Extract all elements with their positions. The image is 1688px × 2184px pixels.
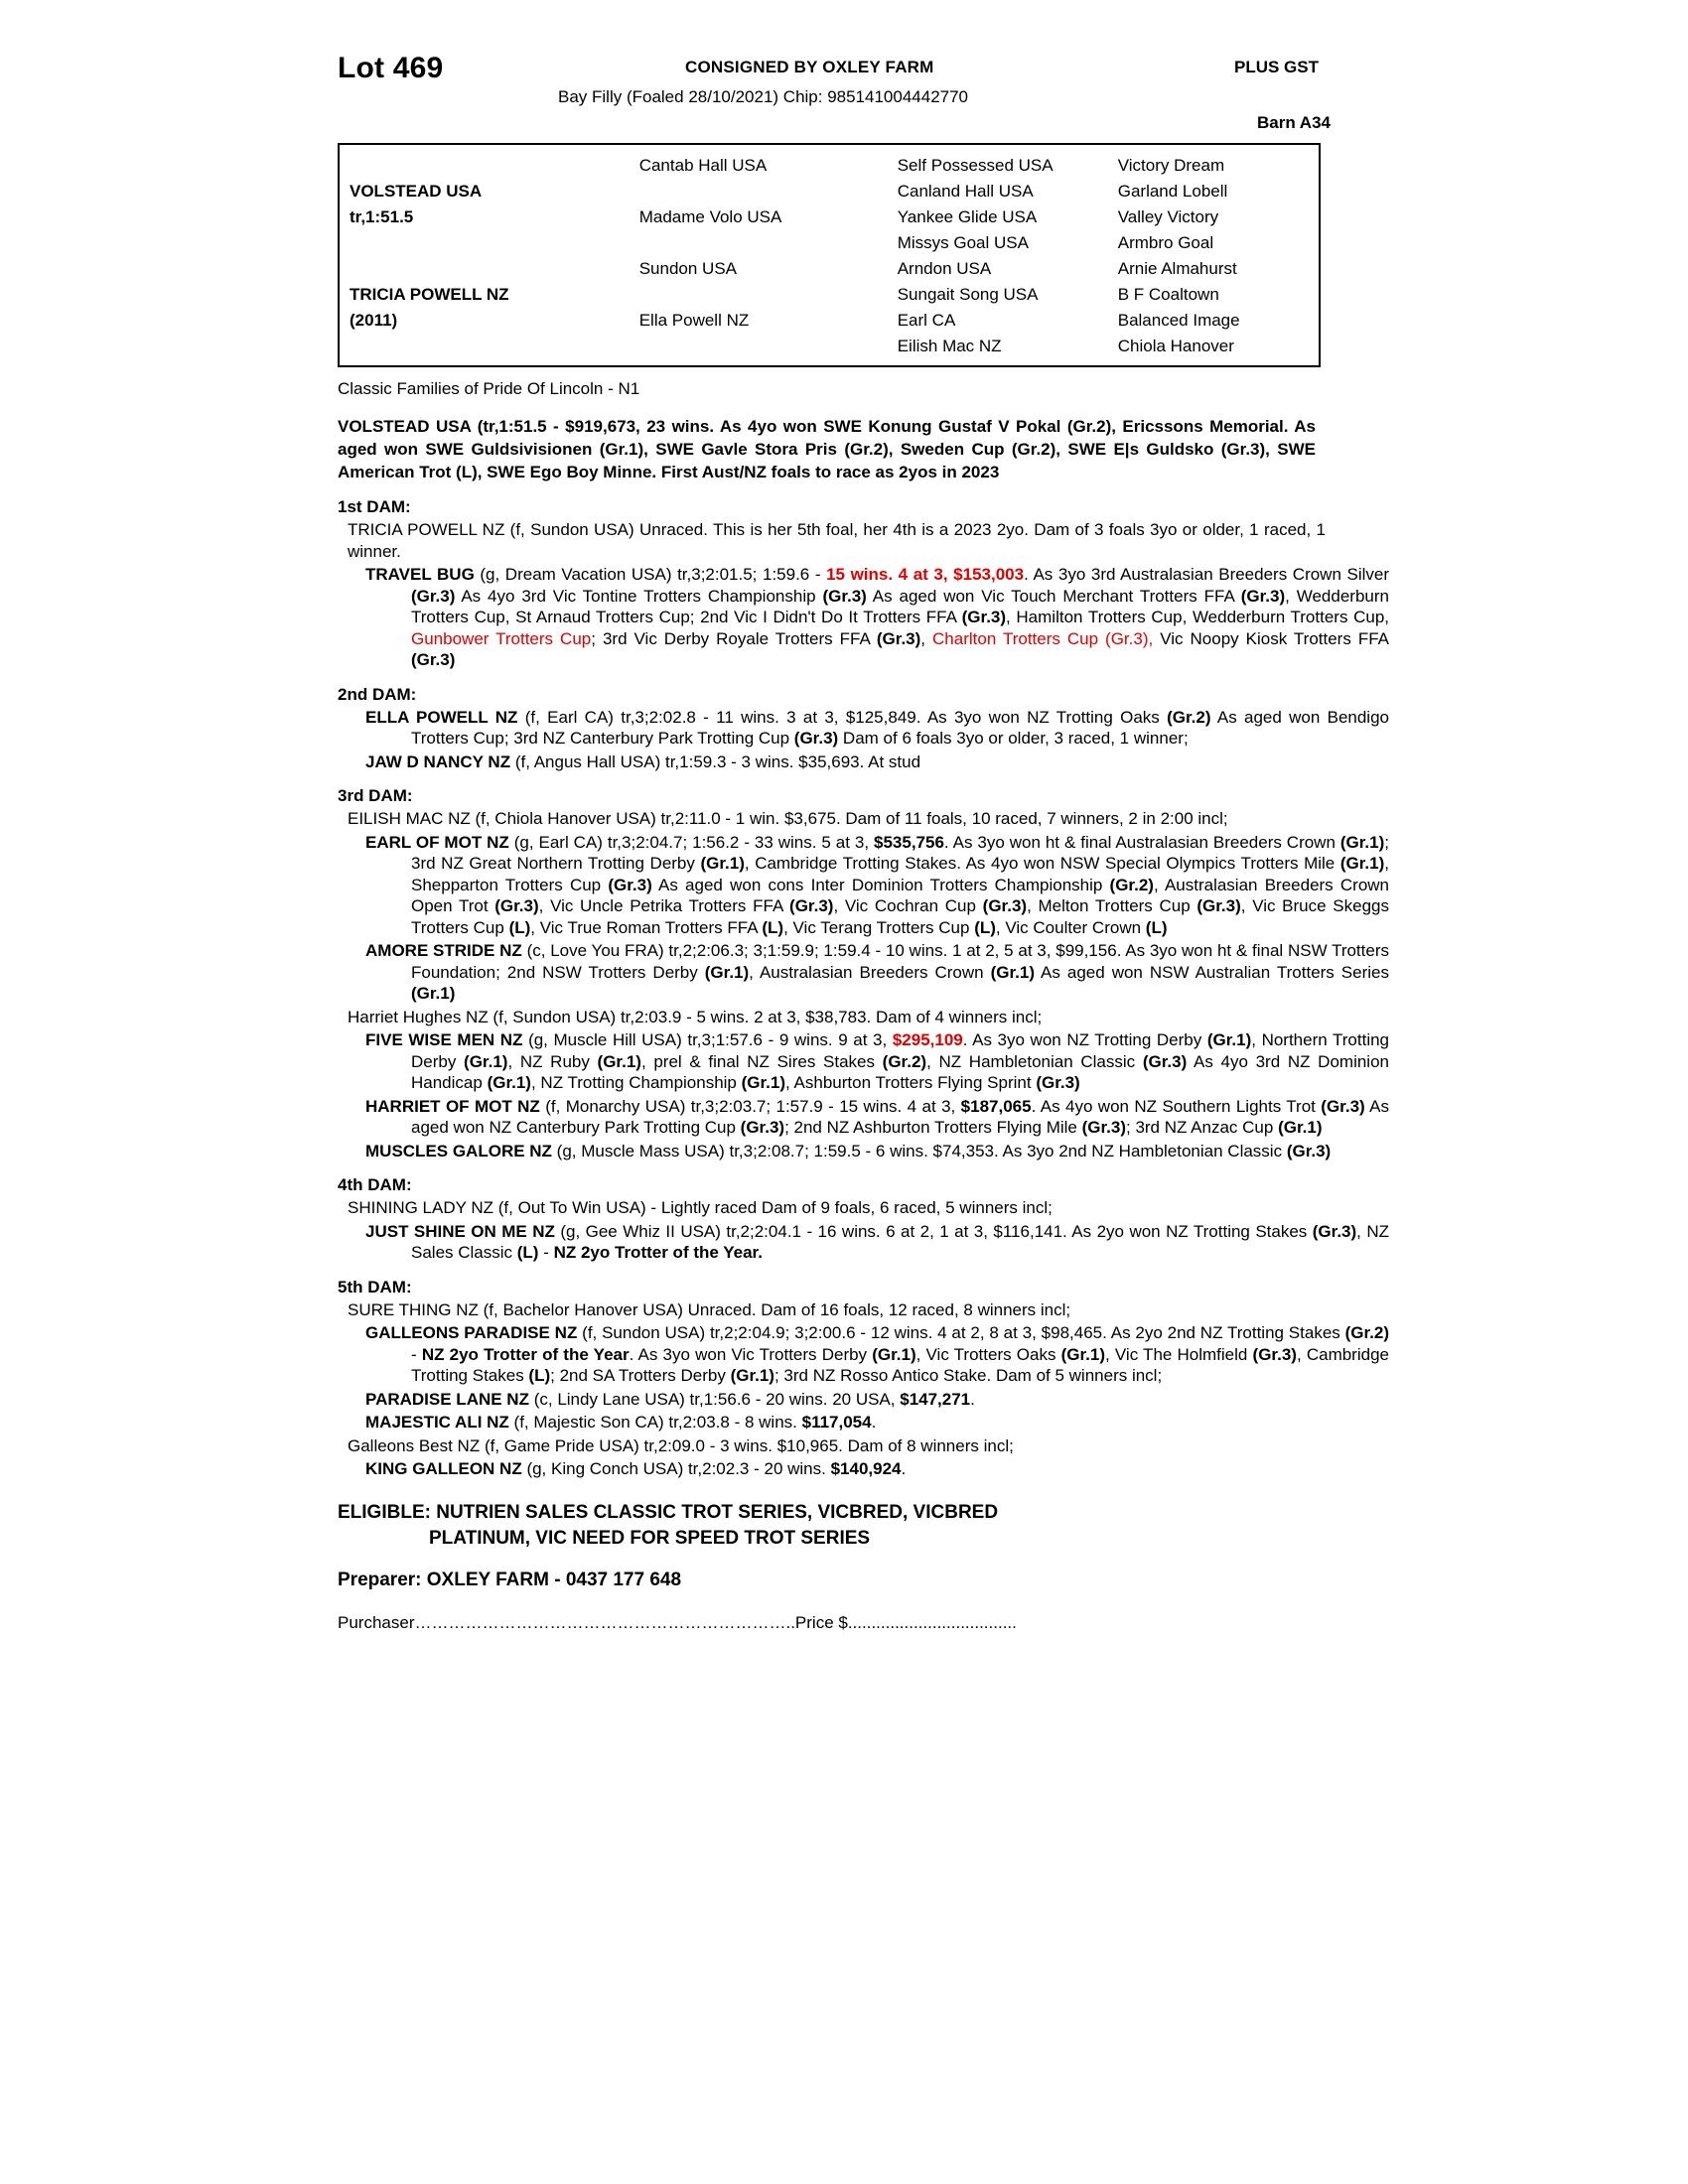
text: , NZ Trotting Championship bbox=[530, 1073, 742, 1092]
text: (g, Dream Vacation USA) tr,3;2:01.5; 1:59.6 - bbox=[474, 565, 827, 584]
pedigree-table bbox=[338, 143, 1321, 367]
pedigree-cell: Cantab Hall USA bbox=[638, 156, 768, 175]
pedigree-cell: Arnie Almahurst bbox=[1117, 259, 1237, 278]
grade-tag: (Gr.3) bbox=[1252, 1344, 1297, 1364]
text: . As 3yo won NZ Trotting Derby bbox=[962, 1030, 1207, 1049]
pedigree-cell: Balanced Image bbox=[1117, 311, 1240, 330]
grade-tag: (Gr.3) bbox=[608, 875, 652, 894]
grade-tag: (Gr.1) bbox=[990, 962, 1035, 982]
text: As aged won Bendigo Trotters Cup; 3rd NZ Canterbury Park Trotting Cup bbox=[411, 707, 1389, 748]
grade-tag: (L) bbox=[1145, 917, 1168, 937]
progeny-just-shine-on-me bbox=[338, 1221, 1389, 1264]
pedigree-cell bbox=[340, 256, 630, 282]
text: - bbox=[538, 1243, 554, 1262]
progeny-name: JAW D NANCY NZ bbox=[365, 751, 511, 771]
grade-tag: (Gr.3) bbox=[1286, 1141, 1332, 1160]
progeny-ella-powell bbox=[338, 707, 1389, 750]
pedigree-cell bbox=[340, 334, 630, 359]
grade-tag: (Gr.1) bbox=[872, 1344, 916, 1364]
earnings: $187,065 bbox=[960, 1096, 1032, 1116]
grade-tag: (Gr.1) bbox=[597, 1051, 641, 1071]
eligibility-line-1: ELIGIBLE: NUTRIEN SALES CLASSIC TROT SERIES, VICBRED, VICBRED bbox=[338, 1501, 999, 1523]
section-heading-4th-dam: 4th DAM: bbox=[338, 1175, 412, 1194]
preparer-line: Preparer: OXLEY FARM - 0437 177 648 bbox=[338, 1569, 682, 1590]
grade-tag: (Gr.1) bbox=[741, 1073, 786, 1092]
earnings: $535,756 bbox=[874, 832, 944, 852]
text: As aged won Vic Touch Merchant Trotters FFA bbox=[866, 586, 1241, 606]
pedigree-cell-dam-year: (2011) bbox=[350, 311, 398, 330]
earnings-highlight: 15 wins. 4 at 3, $153,003 bbox=[826, 565, 1025, 584]
text: (g, Muscle Mass USA) tr,3;2:08.7; 1:59.5 - 6 wins. $74,353. As 3yo 2nd NZ Hambletonian Classic bbox=[551, 1141, 1287, 1160]
grade-tag: (Gr.3) bbox=[789, 896, 834, 915]
text: . bbox=[901, 1459, 907, 1478]
grade-tag: (Gr.1) bbox=[1060, 1344, 1106, 1364]
barn-label: Barn A34 bbox=[1256, 113, 1331, 132]
text: , Vic Terang Trotters Cup bbox=[783, 917, 975, 937]
text: , Vic Trotters Oaks bbox=[915, 1344, 1061, 1364]
text: , Hamilton Trotters Cup, Wedderburn Trotters Cup, bbox=[1006, 608, 1389, 626]
progeny-name: AMORE STRIDE NZ bbox=[365, 941, 522, 960]
text: . As 4yo won NZ Southern Lights Trot bbox=[1031, 1096, 1322, 1116]
table-row bbox=[340, 334, 1319, 359]
grade-tag: (Gr.3) bbox=[961, 608, 1007, 626]
text: (c, Love You FRA) tr,2;2:06.3; 3;1:59.9; 1:59.4 - 10 wins. 1 at 2, 5 at 3, $99,156. As 3yo won ht & final NSW Trotters Foundation; 2nd NSW Trotters Derby bbox=[411, 941, 1389, 982]
pedigree-cell bbox=[630, 334, 888, 359]
grade-tag: (Gr.3) bbox=[1142, 1051, 1188, 1071]
page-header bbox=[338, 46, 1360, 137]
table-row bbox=[340, 282, 1319, 308]
text: , NZ Hambletonian Classic bbox=[926, 1051, 1143, 1071]
table-row bbox=[340, 179, 1319, 205]
text: , Vic Bruce Skeggs Trotters Cup bbox=[411, 896, 1389, 937]
pedigree-cell-sire-name bbox=[340, 153, 630, 179]
text: ; 3rd NZ Great Northern Trotting Derby bbox=[411, 832, 1389, 873]
text: . As 3yo won ht & final Australasian Breeders Crown bbox=[943, 832, 1340, 852]
progeny-name: PARADISE LANE NZ bbox=[365, 1389, 529, 1409]
grade-tag: (Gr.3) bbox=[982, 896, 1028, 915]
earnings: $117,054 bbox=[801, 1413, 872, 1432]
eligibility-line-2: PLATINUM, VIC NEED FOR SPEED TROT SERIES bbox=[429, 1527, 871, 1549]
text: . As 3yo 3rd Australasian Breeders Crown Silver bbox=[1024, 565, 1390, 584]
grade-tag: (Gr.3) bbox=[1196, 896, 1241, 915]
pedigree-cell: Sungait Song USA bbox=[897, 285, 1039, 304]
text: (g, Gee Whiz II USA) tr,2;2:04.1 - 16 wins. 6 at 2, 1 at 3, $116,141. As 2yo won NZ Trotting Stakes bbox=[554, 1221, 1313, 1241]
grade-tag: (Gr.2) bbox=[882, 1051, 927, 1071]
grade-tag: (L) bbox=[762, 917, 784, 937]
text: , Vic The Holmfield bbox=[1105, 1344, 1253, 1364]
earnings: $147,271 bbox=[900, 1389, 971, 1409]
grade-tag: (Gr.3) bbox=[494, 896, 539, 915]
progeny-galleons-paradise bbox=[338, 1322, 1389, 1387]
grade-tag: (Gr.1) bbox=[1339, 854, 1385, 873]
progeny-name: HARRIET OF MOT NZ bbox=[365, 1096, 540, 1116]
text: , Melton Trotters Cup bbox=[1027, 896, 1197, 915]
text: As aged won NSW Australian Trotters Series bbox=[1035, 962, 1389, 982]
text: , Vic True Roman Trotters FFA bbox=[530, 917, 763, 937]
dam1-lead-text: TRICIA POWELL NZ (f, Sundon USA) Unraced. This is her 5th foal, her 4th is a 2023 2yo. Dam of 3 foals 3yo or older, 1 raced, 1 winner. bbox=[348, 520, 1326, 561]
table-row bbox=[340, 256, 1319, 282]
text: , Shepparton Trotters Cup bbox=[411, 854, 1389, 894]
earnings-highlight: $295,109 bbox=[892, 1030, 963, 1049]
dam5-lead-text: SURE THING NZ (f, Bachelor Hanover USA) Unraced. Dam of 16 foals, 12 raced, 8 winners incl; bbox=[348, 1299, 1071, 1319]
text: (g, Earl CA) tr,3;2:04.7; 1:56.2 - 33 wins. 5 at 3, bbox=[508, 832, 875, 852]
grade-tag: (Gr.3) bbox=[740, 1118, 785, 1137]
pedigree-cell: Arndon USA bbox=[897, 259, 992, 278]
grade-tag: (L) bbox=[516, 1243, 539, 1262]
text: , Australasian Breeders Crown bbox=[749, 962, 991, 982]
pedigree-cell: Earl CA bbox=[897, 311, 956, 330]
text: As 4yo 3rd Vic Tontine Trotters Championship bbox=[455, 586, 823, 606]
table-row bbox=[340, 153, 1319, 179]
grade-tag: (Gr.1) bbox=[1206, 1030, 1252, 1049]
pedigree-cell: Armbro Goal bbox=[1117, 233, 1214, 252]
pedigree-cell bbox=[340, 230, 630, 256]
grade-tag: (Gr.3) bbox=[411, 650, 456, 669]
pedigree-cell: Chiola Hanover bbox=[1117, 337, 1234, 355]
text: (g, King Conch USA) tr,2:02.3 - 20 wins. bbox=[521, 1459, 831, 1478]
table-row bbox=[340, 308, 1319, 334]
table-row bbox=[340, 230, 1319, 256]
grade-tag: (Gr.1) bbox=[704, 962, 750, 982]
progeny-name: ELLA POWELL NZ bbox=[365, 707, 518, 727]
grade-tag: (Gr.1) bbox=[730, 1366, 774, 1385]
text: . bbox=[871, 1413, 877, 1432]
progeny-earl-of-mot bbox=[338, 832, 1389, 939]
text: - bbox=[411, 1344, 422, 1364]
text: As aged won NZ Canterbury Park Trotting Cup bbox=[411, 1096, 1390, 1137]
progeny-galleons-best: Galleons Best NZ (f, Game Pride USA) tr,2:09.0 - 3 wins. $10,965. Dam of 8 winners incl; bbox=[348, 1435, 1014, 1455]
award-title: NZ 2yo Trotter of the Year bbox=[421, 1344, 630, 1364]
progeny-king-galleon bbox=[338, 1458, 1389, 1480]
grade-tag: (Gr.1) bbox=[700, 854, 745, 873]
text: , Cambridge Trotting Stakes bbox=[411, 1344, 1389, 1385]
grade-tag: (Gr.3) bbox=[1240, 586, 1286, 606]
award-title: NZ 2yo Trotter of the Year. bbox=[553, 1243, 763, 1262]
progeny-harriet-hughes: Harriet Hughes NZ (f, Sundon USA) tr,2:03.9 - 5 wins. 2 at 3, $38,783. Dam of 4 winners incl; bbox=[348, 1007, 1043, 1026]
grade-tag: (Gr.1) bbox=[487, 1073, 531, 1092]
progeny-name: TRAVEL BUG bbox=[365, 565, 475, 584]
text: (f, Earl CA) tr,3;2:02.8 - 11 wins. 3 at 3, $125,849. As 3yo won NZ Trotting Oaks bbox=[517, 707, 1168, 727]
section-heading-3rd-dam: 3rd DAM: bbox=[338, 786, 413, 805]
text: , Vic Uncle Petrika Trotters FFA bbox=[538, 896, 790, 915]
section-heading-5th-dam: 5th DAM: bbox=[338, 1277, 412, 1297]
text: , Vic Cochran Cup bbox=[833, 896, 983, 915]
pedigree-cell: Yankee Glide USA bbox=[897, 207, 1038, 226]
eligibility-block bbox=[338, 1500, 1316, 1552]
race-highlight: Charlton Trotters Cup (Gr.3), bbox=[932, 628, 1154, 648]
text: , Wedderburn Trotters Cup, St Arnaud Trotters Cup; 2nd Vic I Didn't Do It Trotters FFA bbox=[411, 586, 1389, 626]
pedigree-cell-dam-name: TRICIA POWELL NZ bbox=[350, 285, 509, 304]
pedigree-cell-sire-record: tr,1:51.5 bbox=[350, 207, 414, 226]
pedigree-cell bbox=[630, 230, 888, 256]
classic-families-line: Classic Families of Pride Of Lincoln - N1 bbox=[338, 379, 640, 398]
text: As aged won cons Inter Dominion Trotters Championship bbox=[651, 875, 1110, 894]
sire-summary: VOLSTEAD USA (tr,1:51.5 - $919,673, 23 wins. As 4yo won SWE Konung Gustaf V Pokal (Gr.2), Ericssons Memorial. As aged won SWE Guldsivisionen (Gr.1), SWE Gavle Stora Pris (Gr.2), Sweden Cup (Gr.2), SWE E|s Guldsko (Gr.3), SWE American Trot (L), SWE Ego Boy Minne. First Aust/NZ foals to race as 2yos in 2023 bbox=[338, 417, 1316, 481]
text: , Ashburton Trotters Flying Sprint bbox=[785, 1073, 1037, 1092]
text: , prel & final NZ Sires Stakes bbox=[640, 1051, 883, 1071]
progeny-name: MAJESTIC ALI NZ bbox=[365, 1413, 509, 1432]
grade-tag: (Gr.3) bbox=[1312, 1221, 1357, 1241]
text: (g, Muscle Hill USA) tr,3;1:57.6 - 9 wins. 9 at 3, bbox=[522, 1030, 893, 1049]
grade-tag: (Gr.3) bbox=[1081, 1118, 1126, 1137]
grade-tag: (Gr.3) bbox=[876, 628, 921, 648]
text: ; 3rd Vic Derby Royale Trotters FFA bbox=[591, 628, 877, 648]
grade-tag: (Gr.2) bbox=[1167, 707, 1211, 727]
text: ; 2nd NZ Ashburton Trotters Flying Mile bbox=[784, 1118, 1082, 1137]
pedigree-cell: Missys Goal USA bbox=[897, 233, 1029, 252]
text: . As 3yo won Vic Trotters Derby bbox=[629, 1344, 873, 1364]
pedigree-cell: B F Coaltown bbox=[1117, 285, 1219, 304]
text: , NZ Sales Classic bbox=[411, 1221, 1390, 1262]
text: Vic Noopy Kiosk Trotters FFA bbox=[1153, 628, 1389, 648]
grade-tag: (Gr.3) bbox=[793, 729, 839, 748]
progeny-name: GALLEONS PARADISE NZ bbox=[365, 1323, 578, 1342]
pedigree-cell: Victory Dream bbox=[1117, 156, 1225, 175]
progeny-name: JUST SHINE ON ME NZ bbox=[365, 1221, 555, 1241]
consignor-label: CONSIGNED BY OXLEY FARM bbox=[685, 58, 934, 76]
progeny-amore-stride bbox=[338, 940, 1389, 1005]
text: . bbox=[970, 1389, 975, 1409]
progeny-name: KING GALLEON NZ bbox=[365, 1459, 522, 1478]
pedigree-cell: Eilish Mac NZ bbox=[897, 337, 1002, 355]
section-heading-2nd-dam: 2nd DAM: bbox=[338, 684, 417, 704]
text: (c, Lindy Lane USA) tr,1:56.6 - 20 wins. 20 USA, bbox=[528, 1389, 901, 1409]
pedigree-cell bbox=[630, 282, 888, 308]
text: (f, Angus Hall USA) tr,1:59.3 - 3 wins. $35,693. At stud bbox=[510, 751, 921, 771]
progeny-muscles-galore bbox=[338, 1141, 1389, 1162]
dam3-lead-text: EILISH MAC NZ (f, Chiola Hanover USA) tr,2:11.0 - 1 win. $3,675. Dam of 11 foals, 10 raced, 7 winners, 2 in 2:00 incl; bbox=[348, 809, 1228, 828]
text: Dam of 6 foals 3yo or older, 3 raced, 1 winner; bbox=[838, 729, 1189, 748]
grade-tag: (Gr.2) bbox=[1344, 1323, 1390, 1342]
grade-tag: (Gr.1) bbox=[1339, 832, 1385, 852]
text: , Australasian Breeders Crown Open Trot bbox=[411, 875, 1390, 915]
table-row bbox=[340, 205, 1319, 230]
progeny-name: FIVE WISE MEN NZ bbox=[365, 1030, 523, 1049]
grade-tag: (L) bbox=[508, 917, 531, 937]
lot-number: Lot 469 bbox=[338, 52, 444, 84]
grade-tag: (L) bbox=[974, 917, 996, 937]
section-heading-1st-dam: 1st DAM: bbox=[338, 497, 411, 516]
grade-tag: (Gr.1) bbox=[1278, 1118, 1323, 1137]
pedigree-cell: Valley Victory bbox=[1117, 207, 1219, 226]
text: , bbox=[920, 628, 933, 648]
progeny-paradise-lane bbox=[338, 1389, 1389, 1411]
horse-description: Bay Filly (Foaled 28/10/2021) Chip: 985141004442770 bbox=[558, 87, 969, 106]
dam4-lead-text: SHINING LADY NZ (f, Out To Win USA) - Lightly raced Dam of 9 foals, 6 raced, 5 winners incl; bbox=[348, 1198, 1053, 1217]
pedigree-cell bbox=[630, 179, 888, 205]
progeny-name: EARL OF MOT NZ bbox=[365, 832, 509, 852]
progeny-harriet-of-mot bbox=[338, 1096, 1389, 1139]
progeny-travel-bug bbox=[338, 564, 1389, 671]
pedigree-cell: Canland Hall USA bbox=[897, 182, 1034, 201]
text: As 4yo 3rd NZ Dominion Handicap bbox=[411, 1051, 1389, 1092]
pedigree-cell: Self Possessed USA bbox=[897, 156, 1054, 175]
text: (f, Sundon USA) tr,2;2:04.9; 3;2:00.6 - 12 wins. 4 at 2, 8 at 3, $98,465. As 2yo 2nd NZ Trotting Stakes bbox=[577, 1323, 1345, 1342]
text: , Northern Trotting Derby bbox=[411, 1030, 1390, 1071]
progeny-jaw-d-nancy bbox=[338, 751, 1389, 773]
progeny-name: MUSCLES GALORE NZ bbox=[365, 1141, 552, 1160]
text: (f, Majestic Son CA) tr,2:03.8 - 8 wins. bbox=[508, 1413, 802, 1432]
progeny-majestic-ali bbox=[338, 1412, 1389, 1433]
purchaser-line: Purchaser…………………………………………………………..Price $.................................... bbox=[338, 1612, 1017, 1632]
text: , Cambridge Trotting Stakes. As 4yo won NSW Special Olympics Trotters Mile bbox=[744, 854, 1340, 873]
grade-tag: (Gr.3) bbox=[1036, 1073, 1080, 1092]
text: ; 3rd NZ Anzac Cup bbox=[1126, 1118, 1279, 1137]
grade-tag: (L) bbox=[528, 1366, 551, 1385]
grade-tag: (Gr.2) bbox=[1109, 875, 1154, 894]
grade-tag: (Gr.3) bbox=[411, 586, 456, 606]
text: ; 2nd SA Trotters Derby bbox=[550, 1366, 731, 1385]
text: , Vic Coulter Crown bbox=[995, 917, 1146, 937]
text: ; 3rd NZ Rosso Antico Stake. Dam of 5 winners incl; bbox=[774, 1366, 1163, 1385]
pedigree-cell: Ella Powell NZ bbox=[638, 311, 750, 330]
pedigree-cell-sire-name: VOLSTEAD USA bbox=[350, 182, 483, 201]
pedigree-cell: Sundon USA bbox=[638, 259, 737, 278]
text: (f, Monarchy USA) tr,3;2:03.7; 1:57.9 - 15 wins. 4 at 3, bbox=[539, 1096, 961, 1116]
pedigree-cell: Garland Lobell bbox=[1117, 182, 1228, 201]
pedigree-cell: Madame Volo USA bbox=[638, 207, 782, 226]
text: , NZ Ruby bbox=[507, 1051, 598, 1071]
plus-gst-label: PLUS GST bbox=[1233, 58, 1319, 76]
race-highlight: Gunbower Trotters Cup bbox=[411, 628, 592, 648]
grade-tag: (Gr.3) bbox=[822, 586, 867, 606]
progeny-five-wise-men bbox=[338, 1029, 1389, 1094]
earnings: $140,924 bbox=[830, 1459, 902, 1478]
grade-tag: (Gr.1) bbox=[464, 1051, 508, 1071]
grade-tag: (Gr.3) bbox=[1321, 1096, 1365, 1116]
grade-tag: (Gr.1) bbox=[411, 984, 456, 1003]
